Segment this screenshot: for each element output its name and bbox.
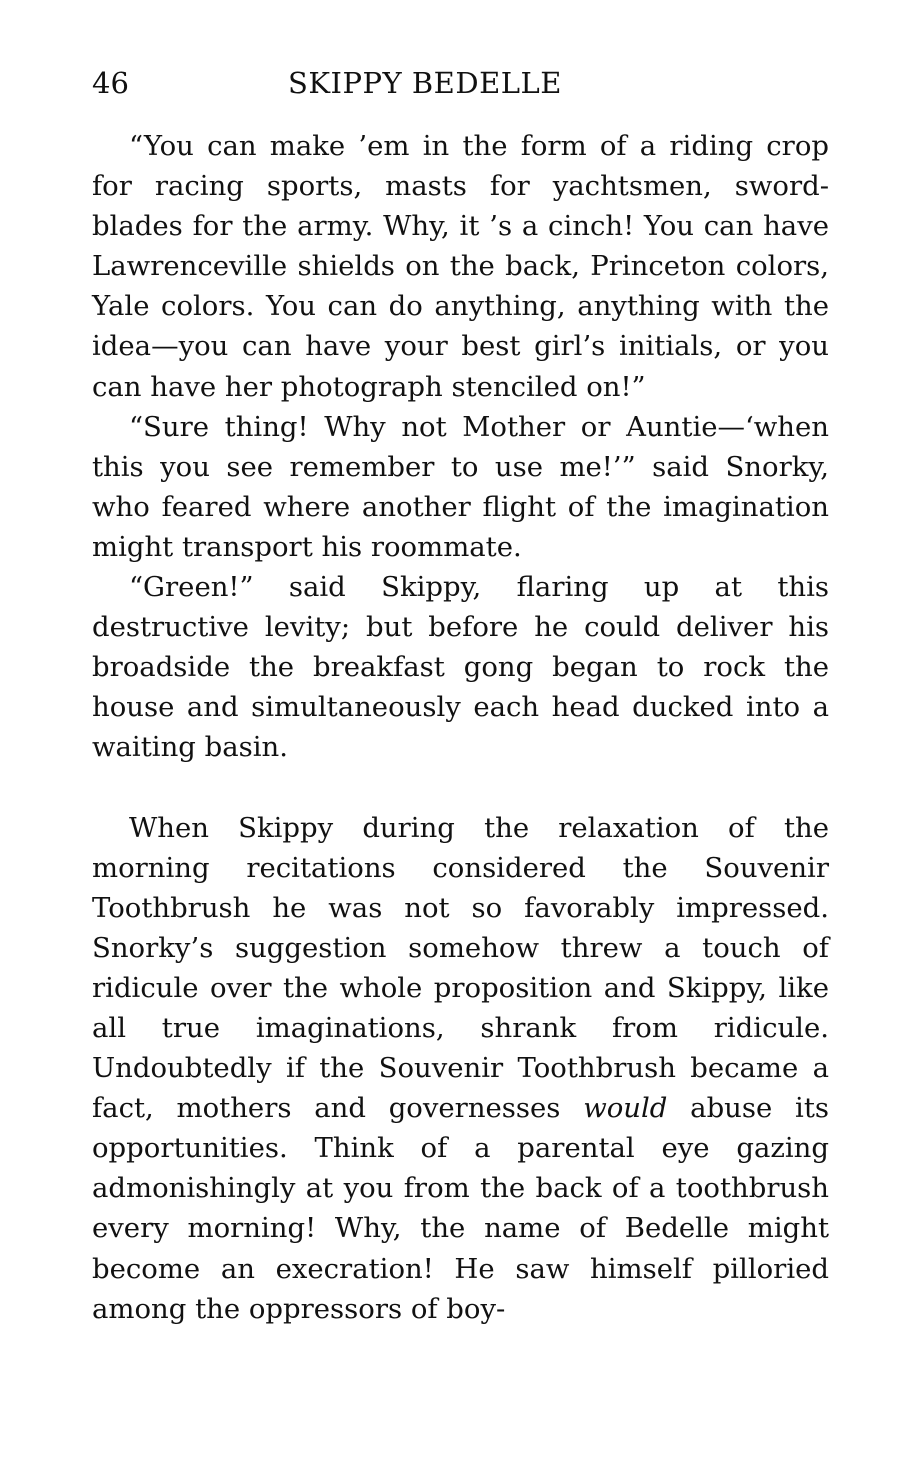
paragraph-text-part: abuse its opportunities. Think of a parental eye gazing admonishingly at you from the back of a toothbrush every morning! Why, the name of Bedelle might become an execration! He saw himself pilloried among the oppressors of boy- — [92, 1092, 829, 1325]
emphasized-word: would — [583, 1092, 668, 1125]
page-header — [92, 58, 829, 108]
body-text — [92, 126, 829, 1329]
running-title: SKIPPY BEDELLE — [288, 66, 562, 100]
section-break — [92, 768, 829, 808]
paragraph-snorky-reply: “Sure thing! Why not Mother or Auntie—‘when this you see remember to use me!’” said Snorky, who feared where another flight of the imagination might transport his roommate. — [92, 410, 829, 563]
book-page — [92, 58, 829, 1329]
paragraph-breakfast-gong: “Green!” said Skippy, flaring up at this destructive levity; but before he could deliver his broadside the breakfast gong began to rock the house and simultaneously each head ducked into a waiting basin. — [92, 571, 829, 764]
page-number: 46 — [92, 66, 129, 100]
paragraph-souvenir-ideas: “You can make ’em in the form of a riding crop for racing sports, masts for yachtsmen, sword-blades for the army. Why, it ’s a cinch! You can have Lawrenceville shields on the back, Princeton colors, Yale colors. You can do anything, anything with the idea—you can have your best girl’s initials, or you can have her photograph stenciled on!” — [92, 130, 829, 403]
paragraph-reconsideration — [92, 808, 829, 1329]
paragraph-text-part: When Skippy during the relaxation of the morning recitations considered the Souvenir Toothbrush he was not so favorably impressed. Snorky’s suggestion somehow threw a touch of ridicule over the whole proposition and Skippy, like all true imaginations, shrank from ridicule. Undoubtedly if the Souvenir Toothbrush became a fact, mothers and governesses — [92, 811, 829, 1125]
